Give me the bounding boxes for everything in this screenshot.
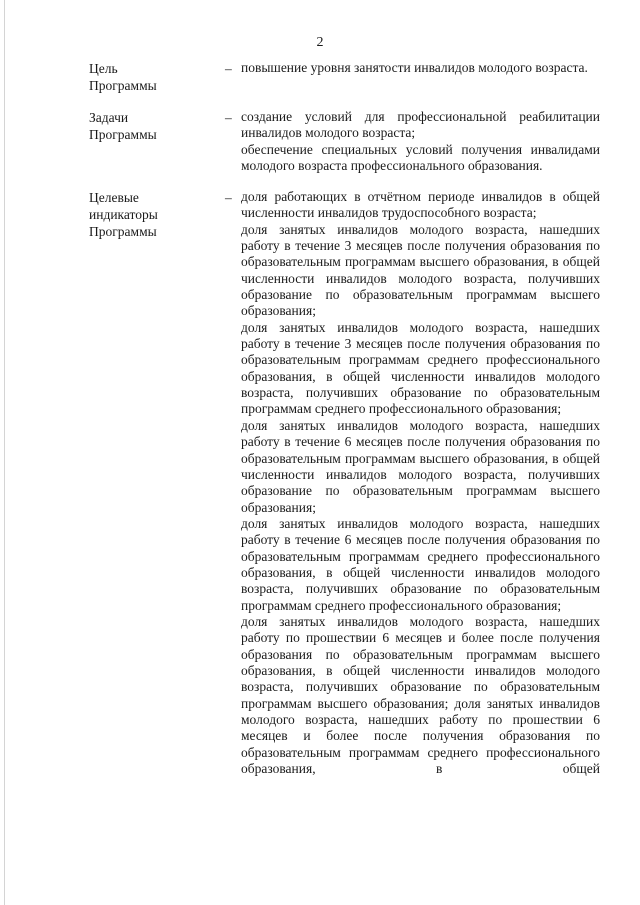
dash: – — [225, 110, 232, 125]
section-content — [241, 109, 600, 174]
label-line: Цель — [89, 61, 118, 76]
label-line: Программы — [89, 78, 157, 93]
section-label — [89, 189, 219, 240]
label-line: Программы — [89, 224, 157, 239]
section-label — [89, 109, 219, 143]
paragraph: доля занятых инвалидов молодого возраста, нашедших работу по прошествии 6 месяцев и более после получения образования по образовательным программам высшего образования, в общей численности инвалидов молодого возраста, получивших образование по образовательным программам высшего образования; доля занятых инвалидов молодого возраста, нашедших работу по прошествии 6 месяцев и более после получения образования по образовательным программам среднего профессионального образования, в общей — [241, 613, 600, 777]
paragraph: доля занятых инвалидов молодого возраста, нашедших работу в течение 6 месяцев после получения образования по образовательным программам среднего профессионального образования, в общей численности инвалидов молодого возраста, получивших образование по образовательным программам среднего профессионального образования; — [241, 515, 600, 613]
label-line: Программы — [89, 127, 157, 142]
dash: – — [225, 61, 232, 76]
label-line: индикаторы — [89, 207, 158, 222]
page-number: 2 — [316, 35, 324, 50]
paragraph: создание условий для профессиональной реабилитации инвалидов молодого возраста; — [241, 109, 600, 141]
paragraph: доля занятых инвалидов молодого возраста, нашедших работу в течение 6 месяцев после получения образования по образовательным программам высшего образования, в общей численности инвалидов молодого возраста, получивших образование по образовательным программам высшего образования; — [241, 417, 600, 515]
paragraph: доля занятых инвалидов молодого возраста, нашедших работу в течение 3 месяцев после получения образования по образовательным программам высшего образования, в общей численности инвалидов молодого возраста, получивших образование по образовательным программам высшего образования; — [241, 221, 600, 319]
section-label — [89, 60, 219, 94]
dash: – — [225, 190, 232, 205]
page-margin-line — [4, 0, 5, 905]
paragraph: обеспечение специальных условий получения инвалидами молодого возраста профессионального образования. — [241, 141, 600, 174]
paragraph: повышение уровня занятости инвалидов молодого возраста. — [241, 60, 588, 75]
section-content — [241, 189, 600, 777]
paragraph: доля занятых инвалидов молодого возраста, нашедших работу в течение 3 месяцев после получения образования по образовательным программам среднего профессионального образования, в общей численности инвалидов молодого возраста, получивших образование по образовательным программам среднего профессионального образования; — [241, 319, 600, 417]
section-content — [241, 60, 600, 76]
label-line: Целевые — [89, 190, 139, 205]
paragraph: доля работающих в отчётном периоде инвалидов в общей численности инвалидов трудоспособного возраста; — [241, 189, 600, 221]
label-line: Задачи — [89, 110, 129, 125]
